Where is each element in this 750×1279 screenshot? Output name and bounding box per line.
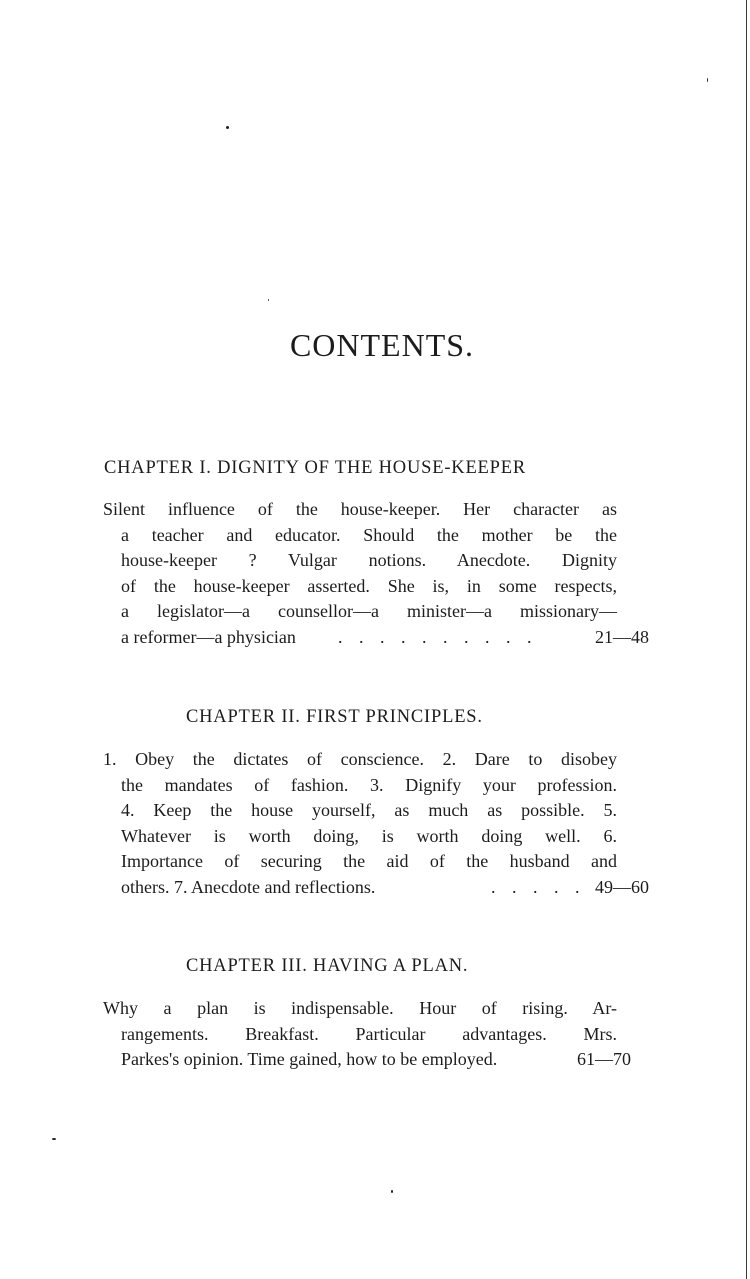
summary-line: others. 7. Anecdote and reflections.	[121, 876, 376, 897]
summary-line: Why a plan is indispensable. Hour of rising. Ar-	[103, 998, 617, 1018]
dot-leader: . . . . . . . . . .	[338, 626, 538, 647]
page-range: 49—60	[595, 876, 649, 897]
chapter-summary	[103, 747, 649, 900]
page-range: 61—70	[577, 1049, 631, 1069]
scan-speck	[268, 299, 269, 301]
chapter-heading: CHAPTER II. FIRST PRINCIPLES.	[186, 707, 483, 727]
chapter-summary	[103, 497, 649, 650]
page-title: CONTENTS.	[289, 327, 475, 363]
summary-last-line	[103, 625, 649, 651]
chapter-summary	[103, 996, 631, 1073]
summary-line: Importance of securing the aid of the husband and	[121, 851, 617, 871]
summary-line: the mandates of fashion. 3. Dignify your profession.	[121, 774, 617, 795]
dot-leader: . . . . .	[491, 876, 586, 897]
chapter-heading: CHAPTER I. DIGNITY OF THE HOUSE-KEEPER	[104, 458, 526, 478]
summary-line: Parkes's opinion. Time gained, how to be employed.	[121, 1049, 498, 1069]
summary-line: rangements. Breakfast. Particular advantages. Mrs.	[121, 1023, 617, 1044]
summary-line: a legislator—a counsellor—a minister—a missionary—	[121, 601, 617, 621]
summary-line: Whatever is worth doing, is worth doing well. 6.	[121, 825, 617, 846]
page-range: 21—48	[595, 626, 649, 647]
page-edge-rule	[746, 0, 747, 1279]
summary-last-line	[103, 1047, 631, 1073]
scan-speck	[391, 1190, 393, 1193]
scan-speck	[226, 126, 229, 129]
summary-line: Silent influence of the house-keeper. Her character as	[103, 499, 617, 519]
summary-line: 4. Keep the house yourself, as much as possible. 5.	[121, 800, 617, 820]
summary-line: a reformer—a physician	[121, 626, 296, 647]
summary-line: 1. Obey the dictates of conscience. 2. Dare to disobey	[103, 749, 617, 769]
summary-line: of the house-keeper asserted. She is, in some respects,	[121, 575, 617, 596]
summary-line: house-keeper ? Vulgar notions. Anecdote. Dignity	[121, 550, 617, 570]
summary-line: a teacher and educator. Should the mother be the	[121, 524, 617, 545]
scan-speck	[52, 1138, 56, 1140]
chapter-heading: CHAPTER III. HAVING A PLAN.	[186, 956, 469, 976]
scan-speck	[707, 78, 708, 82]
summary-last-line	[103, 875, 649, 901]
